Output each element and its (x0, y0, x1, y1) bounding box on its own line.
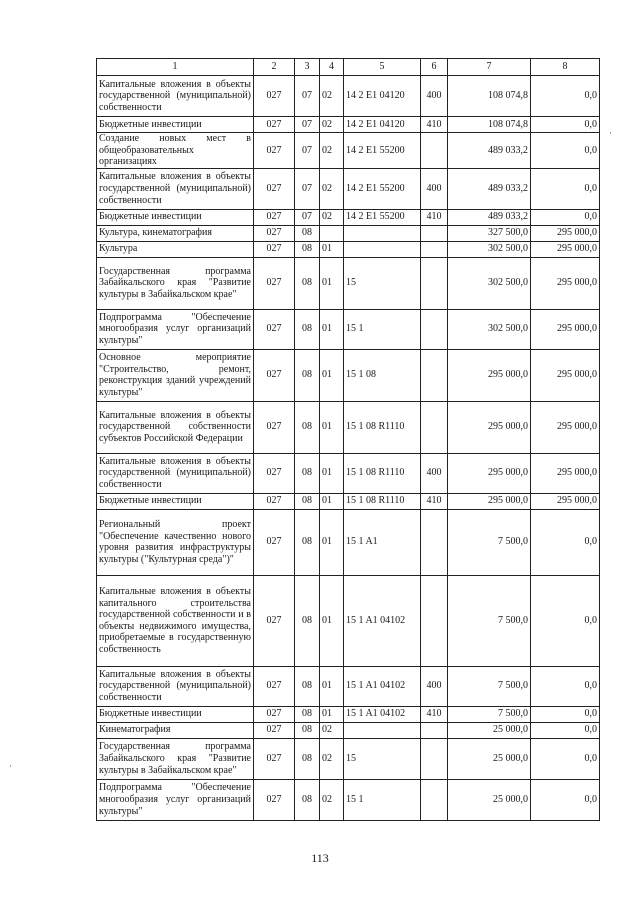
table-cell-c8: 295 000,0 (531, 257, 600, 309)
table-cell-c5: 15 1 (344, 779, 421, 820)
table-cell-c8: 295 000,0 (531, 401, 600, 453)
table-cell-c2: 027 (254, 401, 295, 453)
row-name-cell: Подпрограмма "Обеспечение многообразия услуг организаций культуры" (97, 779, 254, 820)
column-header: 1 (97, 59, 254, 76)
table-cell-c7: 295 000,0 (448, 401, 531, 453)
table-cell-c8: 295 000,0 (531, 225, 600, 241)
table-cell-c8: 0,0 (531, 666, 600, 706)
table-cell-c7: 302 500,0 (448, 309, 531, 349)
table-cell-c4 (320, 225, 344, 241)
table-row (97, 453, 600, 493)
table-cell-c4: 01 (320, 575, 344, 666)
table-row (97, 738, 600, 779)
table-cell-c7: 302 500,0 (448, 257, 531, 309)
table-cell-c6 (421, 575, 448, 666)
table-row (97, 76, 600, 117)
row-name-cell: Бюджетные инвестиции (97, 209, 254, 225)
table-cell-c5: 14 2 E1 04120 (344, 117, 421, 133)
table-cell-c2: 027 (254, 575, 295, 666)
table-body (97, 76, 600, 821)
table-cell-c2: 027 (254, 225, 295, 241)
table-cell-c2: 027 (254, 453, 295, 493)
column-header: 6 (421, 59, 448, 76)
table-cell-c6 (421, 509, 448, 575)
table-cell-c4: 01 (320, 493, 344, 509)
table-cell-c4: 01 (320, 257, 344, 309)
table-cell-c7: 7 500,0 (448, 706, 531, 722)
table-cell-c3: 08 (295, 509, 320, 575)
table-cell-c3: 08 (295, 493, 320, 509)
table-cell-c2: 027 (254, 257, 295, 309)
table-cell-c8: 0,0 (531, 168, 600, 209)
table-cell-c7: 7 500,0 (448, 509, 531, 575)
table-cell-c6: 400 (421, 168, 448, 209)
table-row (97, 225, 600, 241)
table-cell-c8: 0,0 (531, 722, 600, 738)
row-name-cell: Капитальные вложения в объекты государственной (муниципальной) собственности (97, 76, 254, 117)
table-cell-c6 (421, 133, 448, 169)
table-row (97, 117, 600, 133)
table-cell-c5: 15 1 A1 04102 (344, 706, 421, 722)
table-header-row (97, 59, 600, 76)
table-cell-c4: 02 (320, 76, 344, 117)
table-cell-c4: 01 (320, 453, 344, 493)
table-cell-c3: 08 (295, 309, 320, 349)
table-cell-c5: 15 1 (344, 309, 421, 349)
table-cell-c6 (421, 309, 448, 349)
table-row (97, 257, 600, 309)
table-row (97, 349, 600, 401)
table-row (97, 309, 600, 349)
table-cell-c8: 295 000,0 (531, 453, 600, 493)
table-cell-c2: 027 (254, 133, 295, 169)
row-name-cell: Капитальные вложения в объекты государственной (муниципальной) собственности (97, 168, 254, 209)
table-cell-c7: 7 500,0 (448, 575, 531, 666)
table-cell-c2: 027 (254, 168, 295, 209)
table-cell-c7: 295 000,0 (448, 493, 531, 509)
table-cell-c7: 489 033,2 (448, 168, 531, 209)
table-row (97, 168, 600, 209)
table-cell-c8: 0,0 (531, 76, 600, 117)
table-cell-c6: 410 (421, 706, 448, 722)
table-cell-c5 (344, 225, 421, 241)
row-name-cell: Кинематография (97, 722, 254, 738)
table-row (97, 493, 600, 509)
table-cell-c5: 15 1 08 (344, 349, 421, 401)
table-cell-c3: 08 (295, 706, 320, 722)
table-cell-c3: 07 (295, 117, 320, 133)
table-cell-c8: 295 000,0 (531, 309, 600, 349)
table-cell-c4: 02 (320, 722, 344, 738)
table-cell-c2: 027 (254, 738, 295, 779)
table-cell-c6: 400 (421, 76, 448, 117)
table-cell-c3: 08 (295, 738, 320, 779)
table-cell-c2: 027 (254, 666, 295, 706)
table-cell-c7: 25 000,0 (448, 738, 531, 779)
table-cell-c5: 15 1 A1 04102 (344, 666, 421, 706)
table-cell-c6 (421, 738, 448, 779)
table-cell-c2: 027 (254, 241, 295, 257)
table-cell-c5: 15 1 08 R1110 (344, 453, 421, 493)
table-cell-c5: 14 2 E1 04120 (344, 76, 421, 117)
table-cell-c4: 01 (320, 309, 344, 349)
row-name-cell: Создание новых мест в общеобразовательных организациях (97, 133, 254, 169)
table-cell-c5: 15 1 A1 (344, 509, 421, 575)
table-cell-c8: 0,0 (531, 117, 600, 133)
table-cell-c6: 400 (421, 453, 448, 493)
table-cell-c8: 0,0 (531, 738, 600, 779)
table-cell-c3: 08 (295, 401, 320, 453)
table-cell-c5: 14 2 E1 55200 (344, 168, 421, 209)
table-cell-c6 (421, 401, 448, 453)
table-cell-c7: 7 500,0 (448, 666, 531, 706)
table-cell-c6 (421, 722, 448, 738)
row-name-cell: Капитальные вложения в объекты государственной собственности субъектов Российской Федерации (97, 401, 254, 453)
table-cell-c7: 489 033,2 (448, 133, 531, 169)
row-name-cell: Бюджетные инвестиции (97, 706, 254, 722)
table-cell-c7: 25 000,0 (448, 722, 531, 738)
table-cell-c2: 027 (254, 493, 295, 509)
table-cell-c3: 08 (295, 453, 320, 493)
table-cell-c5: 15 1 08 R1110 (344, 493, 421, 509)
table-cell-c4: 01 (320, 349, 344, 401)
row-name-cell: Основное мероприятие "Строительство, ремонт, реконструкция зданий учреждений культуры" (97, 349, 254, 401)
table-cell-c2: 027 (254, 706, 295, 722)
table-cell-c3: 08 (295, 349, 320, 401)
table-cell-c6 (421, 779, 448, 820)
scan-speck: · (9, 762, 12, 772)
table-row (97, 722, 600, 738)
table-cell-c5: 15 (344, 738, 421, 779)
table-cell-c5: 14 2 E1 55200 (344, 133, 421, 169)
table-cell-c4: 01 (320, 666, 344, 706)
table-row (97, 509, 600, 575)
table-cell-c7: 327 500,0 (448, 225, 531, 241)
table-cell-c3: 07 (295, 133, 320, 169)
row-name-cell: Капитальные вложения в объекты государственной (муниципальной) собственности (97, 666, 254, 706)
row-name-cell: Подпрограмма "Обеспечение многообразия услуг организаций культуры" (97, 309, 254, 349)
table-cell-c6: 410 (421, 493, 448, 509)
table-cell-c3: 08 (295, 257, 320, 309)
table-cell-c4: 02 (320, 133, 344, 169)
table-cell-c4: 02 (320, 117, 344, 133)
table-cell-c5: 15 1 08 R1110 (344, 401, 421, 453)
table-cell-c2: 027 (254, 509, 295, 575)
table-cell-c3: 08 (295, 722, 320, 738)
page-number: 113 (311, 851, 329, 865)
table-cell-c2: 027 (254, 76, 295, 117)
table-row (97, 401, 600, 453)
table-row (97, 575, 600, 666)
table-cell-c5: 14 2 E1 55200 (344, 209, 421, 225)
table-cell-c5 (344, 722, 421, 738)
table-cell-c3: 08 (295, 779, 320, 820)
table-cell-c7: 108 074,8 (448, 117, 531, 133)
table-cell-c3: 07 (295, 168, 320, 209)
table-cell-c2: 027 (254, 779, 295, 820)
table-cell-c2: 027 (254, 209, 295, 225)
table-cell-c6: 410 (421, 209, 448, 225)
table-cell-c8: 0,0 (531, 575, 600, 666)
table-cell-c8: 0,0 (531, 706, 600, 722)
table-row (97, 241, 600, 257)
table-cell-c4: 01 (320, 509, 344, 575)
row-name-cell: Культура, кинематография (97, 225, 254, 241)
table-cell-c6: 400 (421, 666, 448, 706)
table-cell-c3: 08 (295, 575, 320, 666)
table-row (97, 209, 600, 225)
column-header: 7 (448, 59, 531, 76)
table-cell-c6 (421, 241, 448, 257)
row-name-cell: Культура (97, 241, 254, 257)
table-cell-c6: 410 (421, 117, 448, 133)
table-cell-c3: 07 (295, 76, 320, 117)
table-cell-c3: 08 (295, 666, 320, 706)
table-cell-c2: 027 (254, 349, 295, 401)
table-cell-c4: 01 (320, 401, 344, 453)
table-cell-c2: 027 (254, 722, 295, 738)
table-row (97, 133, 600, 169)
table-row (97, 706, 600, 722)
column-header: 5 (344, 59, 421, 76)
table-cell-c3: 08 (295, 241, 320, 257)
budget-table (96, 58, 600, 821)
table-cell-c8: 295 000,0 (531, 493, 600, 509)
table-cell-c8: 0,0 (531, 779, 600, 820)
column-header: 4 (320, 59, 344, 76)
table-cell-c7: 25 000,0 (448, 779, 531, 820)
table-cell-c8: 0,0 (531, 509, 600, 575)
table-cell-c3: 08 (295, 225, 320, 241)
table-cell-c7: 108 074,8 (448, 76, 531, 117)
row-name-cell: Региональный проект "Обеспечение качественно нового уровня развития инфраструктуры культуры ("Культурная среда")" (97, 509, 254, 575)
table-cell-c5: 15 1 A1 04102 (344, 575, 421, 666)
table-cell-c7: 295 000,0 (448, 349, 531, 401)
row-name-cell: Бюджетные инвестиции (97, 117, 254, 133)
table-cell-c4: 01 (320, 706, 344, 722)
scan-speck: · (609, 129, 612, 139)
table-cell-c2: 027 (254, 309, 295, 349)
row-name-cell: Капитальные вложения в объекты государственной (муниципальной) собственности (97, 453, 254, 493)
table-row (97, 779, 600, 820)
column-header: 3 (295, 59, 320, 76)
table-cell-c4: 02 (320, 738, 344, 779)
table-cell-c8: 0,0 (531, 209, 600, 225)
table-cell-c6 (421, 349, 448, 401)
table-cell-c4: 02 (320, 168, 344, 209)
table-cell-c6 (421, 257, 448, 309)
row-name-cell: Капитальные вложения в объекты капитального строительства государственной собственности и в объекты недвижимого имущества, приобретаемые в государственную собственность (97, 575, 254, 666)
table-cell-c7: 302 500,0 (448, 241, 531, 257)
table-cell-c7: 489 033,2 (448, 209, 531, 225)
row-name-cell: Государственная программа Забайкальского края "Развитие культуры в Забайкальском крае" (97, 738, 254, 779)
row-name-cell: Государственная программа Забайкальского края "Развитие культуры в Забайкальском крае" (97, 257, 254, 309)
table-cell-c5 (344, 241, 421, 257)
table-row (97, 666, 600, 706)
row-name-cell: Бюджетные инвестиции (97, 493, 254, 509)
table-cell-c4: 02 (320, 779, 344, 820)
table-cell-c4: 02 (320, 209, 344, 225)
table-cell-c8: 295 000,0 (531, 349, 600, 401)
column-header: 8 (531, 59, 600, 76)
table-cell-c6 (421, 225, 448, 241)
table-cell-c3: 07 (295, 209, 320, 225)
table-cell-c8: 295 000,0 (531, 241, 600, 257)
table-cell-c7: 295 000,0 (448, 453, 531, 493)
table-cell-c4: 01 (320, 241, 344, 257)
table-cell-c2: 027 (254, 117, 295, 133)
table-cell-c8: 0,0 (531, 133, 600, 169)
table-cell-c5: 15 (344, 257, 421, 309)
column-header: 2 (254, 59, 295, 76)
